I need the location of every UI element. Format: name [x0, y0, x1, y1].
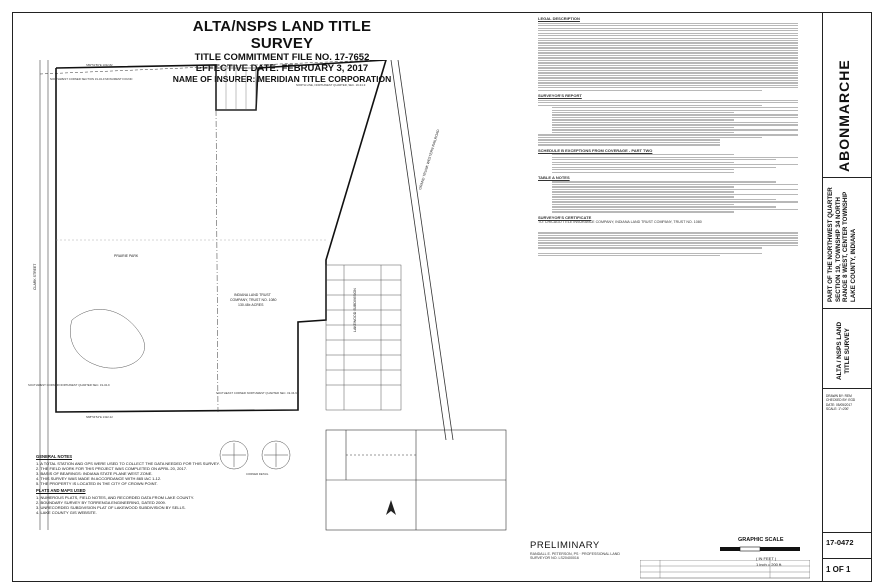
project-number: 17-0472 [826, 538, 854, 547]
prairie-park-label: PRAIRIE PARK [114, 254, 139, 258]
general-note-item: 4. THIS SURVEY WAS MADE IN ACCORDANCE WITH 865 IAC 1-12. [36, 476, 162, 481]
corner-northwest-label: NORTHWEST CORNER SECTION 19-34-9 MONUMENT FOUND [50, 77, 133, 81]
railroad-label: GRAND TRUNK WESTERN RAILROAD [418, 128, 441, 191]
sheet-number: 1 OF 1 [826, 565, 851, 574]
general-note-item: 5. THE PROPERTY IS LOCATED IN THE CITY OF CROWN POINT. [36, 481, 158, 486]
drawn-by: DRAWN BY: REM [826, 394, 852, 398]
project-line: PART OF THE NORTHWEST QUARTER [827, 187, 834, 302]
graphic-scale-bar [720, 546, 810, 554]
plat-item: 3. UNRECORDED SUBDIVISION PLAT OF LAKEWOOD SUBDIVISION BY SELLS. [36, 505, 186, 510]
title-file-number: TITLE COMMITMENT FILE NO. 17-7652 [194, 52, 370, 63]
surveyors-report-heading: SURVEYOR'S REPORT [538, 92, 582, 98]
survey-title: ALTA/NSPS LAND TITLE SURVEY [192, 18, 372, 52]
legal-description-heading: LEGAL DESCRIPTION [538, 16, 580, 21]
strip-divider [823, 308, 871, 309]
project-line: LAKE COUNTY, INDIANA [849, 228, 857, 302]
general-note-item: 3. BASIS OF BEARINGS: INDIANA STATE PLANE WEST ZONE. [36, 471, 153, 476]
strip-divider [823, 388, 871, 389]
drawing-date: DATE: 05/05/2017 [826, 402, 852, 407]
certificate-recipients: TO: CHICAGO TITLE INSURANCE COMPANY; INDIANA LAND TRUST COMPANY, TRUST NO. 1080 [538, 219, 702, 224]
title-insurer: NAME OF INSURER: MERIDIAN TITLE CORPORATION [172, 74, 392, 84]
corner-detail-label: CORNER DETAIL [246, 472, 269, 476]
drawing-info [826, 394, 870, 412]
project-line: RANGE 8 WEST, CENTER TOWNSHIP [842, 191, 849, 302]
clark-street-label: CLARK STREET [33, 263, 37, 290]
table-a-notes-heading: TABLE A NOTES [538, 174, 570, 180]
drawing-scale: SCALE: 1"=200' [826, 407, 849, 412]
project-description [827, 182, 857, 302]
parcel-trust-label: COMPANY, TRUST NO. 1080 [230, 298, 277, 302]
strip-divider [823, 532, 871, 533]
parcel-owner-label: INDIANA LAND TRUST [234, 293, 271, 297]
surveyor-signature-block: RANDALL E. PETERSON, PS · PROFESSIONAL LAND SURVEYOR NO. LS20400016 [530, 552, 620, 561]
sheet-title-line: ALTA / NSPS LAND [836, 321, 843, 380]
dimension-north: S89°51'59"E 1322.82 [86, 63, 113, 67]
title-strip [822, 12, 872, 582]
corner-southwest-label: SOUTHWEST CORNER NORTHWEST QUARTER SEC. 19-34-9 [28, 383, 110, 387]
plats-heading: PLATS AND MAPS USED [36, 488, 86, 493]
north-line-label: NORTH LINE, NORTHWEST QUARTER, SEC. 19-34-9 [296, 83, 366, 87]
general-note-item: 2. THE FIELD WORK FOR THIS PROJECT WAS COMPLETED ON APRIL 20, 2017. [36, 466, 188, 471]
general-notes-heading: GENERAL NOTES [36, 454, 72, 459]
title-effective-date: EFFECTIVE DATE: FEBRUARY 3, 2017 [195, 63, 369, 74]
north-arrow-icon [386, 500, 396, 515]
quarter-section-inset [326, 430, 506, 530]
notes-column [538, 14, 798, 258]
company-logo: ABONMARCHE [836, 59, 852, 172]
graphic-scale-ratio: 1 inch = 200 ft. [756, 562, 783, 567]
corner-detail-inset [220, 441, 290, 469]
revision-table [640, 560, 810, 580]
plat-item: 2. BOUNDARY SURVEY BY TORRENGA ENGINEERING, DATED 2009. [36, 500, 166, 505]
sheet-title [836, 322, 852, 380]
surveyors-certificate-heading: SURVEYOR'S CERTIFICATE [538, 214, 592, 220]
schedule-b-heading: SCHEDULE B EXCEPTIONS FROM COVERAGE - PART TWO [538, 147, 653, 153]
parcel-area-label: 130.48± ACRES [238, 303, 264, 307]
general-note-item: 1. A TOTAL STATION AND GPS WERE USED TO COLLECT THE DATA NEEDED FOR THIS SURVEY. [36, 461, 220, 466]
subdivision-label: LAKEWOOD SUBDIVISION [353, 288, 357, 332]
plat-item: 1. NUMEROUS PLATS, FIELD NOTES, AND RECORDED DATA FROM LAKE COUNTY. [36, 495, 194, 500]
subdivision-lots [326, 265, 401, 410]
dimension-south: N88°54'54"E 1322.22 [86, 415, 113, 419]
general-notes [36, 452, 226, 515]
corner-southeast-label: SOUTHEAST CORNER NORTHWEST QUARTER SEC. 19-34-9 [216, 391, 297, 395]
preliminary-stamp: PRELIMINARY [530, 540, 600, 551]
parcel-boundary [56, 60, 386, 412]
prairie-park [70, 309, 144, 368]
graphic-scale-title: GRAPHIC SCALE [738, 537, 784, 543]
plat-item: 4. LAKE COUNTY GIS WEBSITE. [36, 510, 97, 515]
sheet-title-line: TITLE SURVEY [844, 328, 851, 374]
project-line: SECTION 19, TOWNSHIP 34 NORTH [834, 197, 842, 302]
strip-divider [823, 558, 871, 559]
checked-by: CHECKED BY: EGD [826, 398, 856, 403]
logo-panel [823, 12, 871, 178]
graphic-scale-unit: ( IN FEET ) [756, 556, 777, 561]
